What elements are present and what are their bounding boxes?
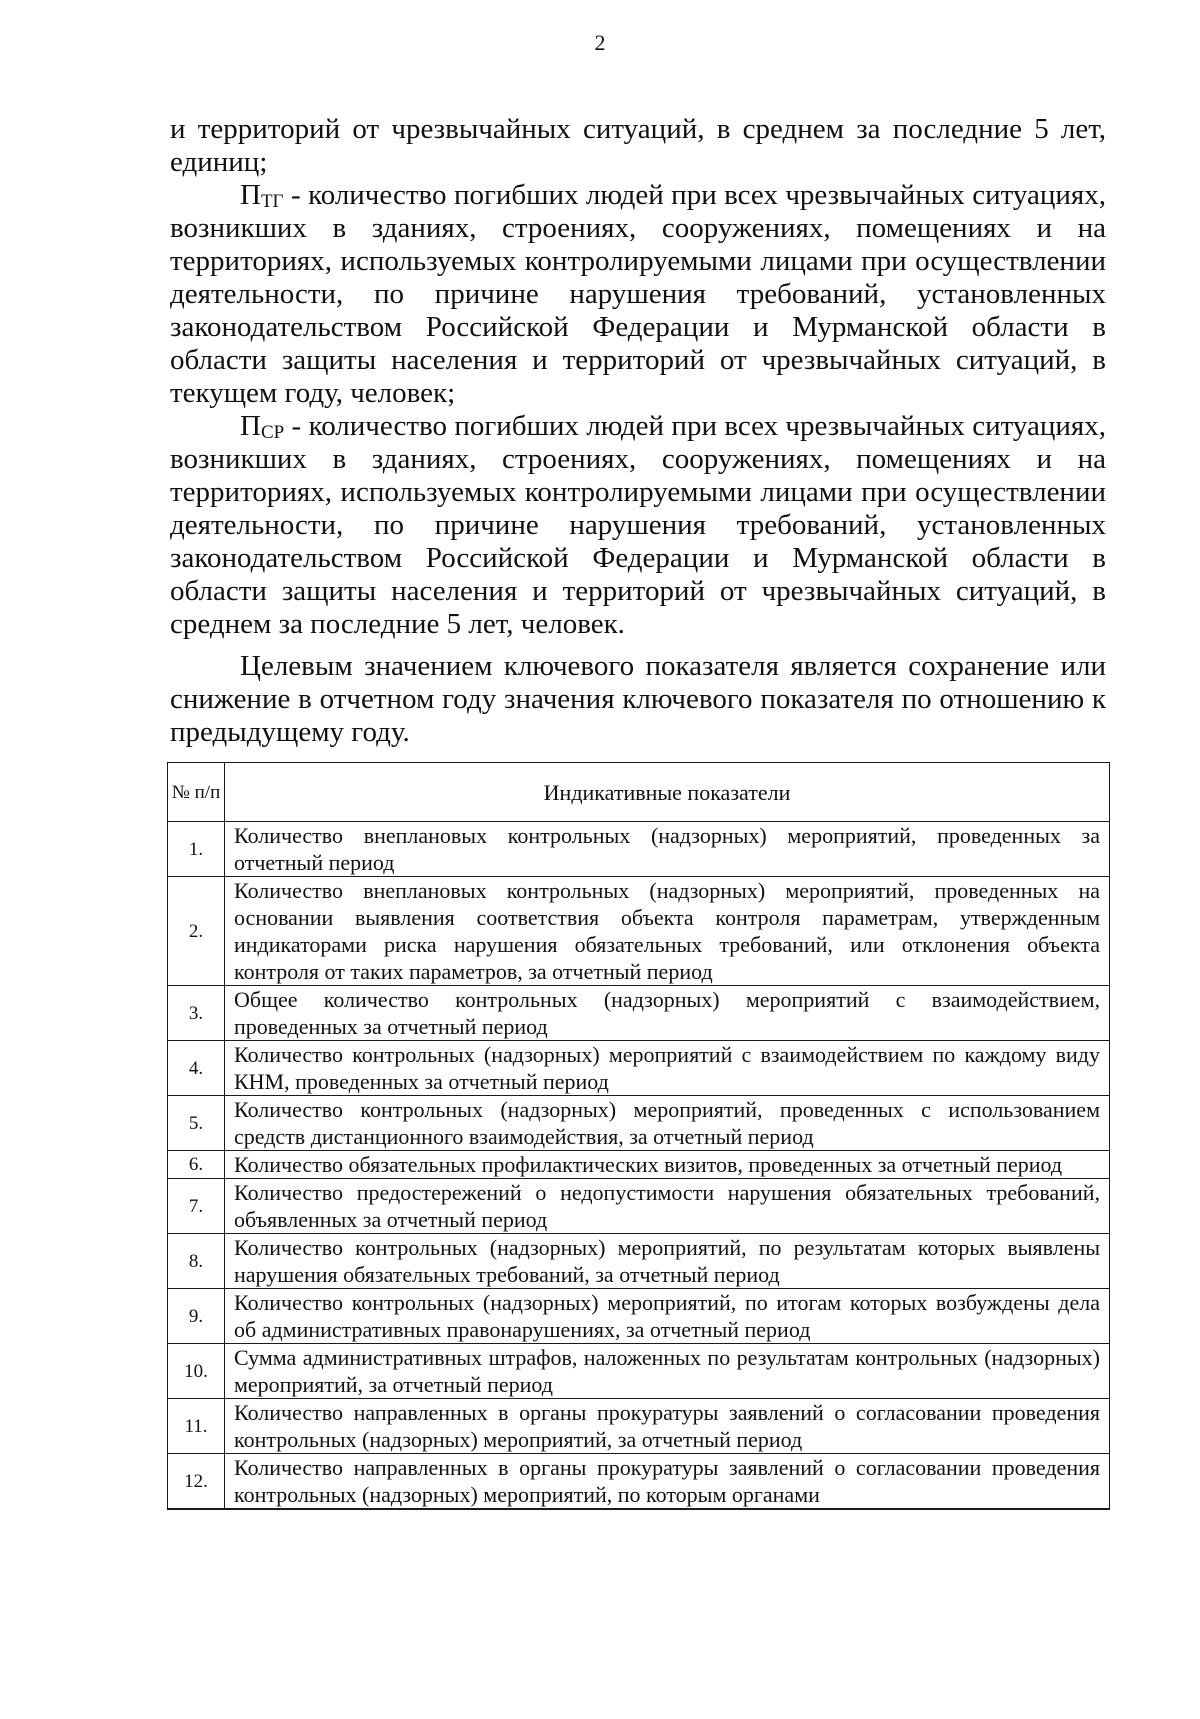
- ptg-symbol: П: [240, 179, 261, 211]
- row-indicator-text: Количество внеплановых контрольных (надзорных) мероприятий, проведенных на основании выявления соответствия объекта контроля параметрам, утвержденным индикаторами риска нарушения обязательных требований, или отклонения объекта контроля от таких параметров, за отчетный период: [225, 877, 1110, 986]
- row-number: 1.: [168, 822, 225, 877]
- psr-symbol: П: [240, 410, 261, 442]
- row-number: 9.: [168, 1289, 225, 1344]
- row-number: 5.: [168, 1096, 225, 1151]
- paragraph-target-value: Целевым значением ключевого показателя является сохранение или снижение в отчетном году значения ключевого показателя по отношению к предыдущему году.: [170, 650, 1106, 748]
- indicators-table-body: [168, 822, 1110, 1510]
- row-number: 11.: [168, 1399, 225, 1454]
- paragraph-continuation: и территорий от чрезвычайных ситуаций, в среднем за последние 5 лет, единиц;: [170, 113, 1106, 178]
- row-indicator-text: Количество предостережений о недопустимости нарушения обязательных требований, объявленных за отчетный период: [225, 1179, 1110, 1234]
- row-number: 7.: [168, 1179, 225, 1234]
- header-number: № п/п: [168, 763, 225, 822]
- row-indicator-text: Количество направленных в органы прокуратуры заявлений о согласовании проведения контрольных (надзорных) мероприятий, за отчетный период: [225, 1399, 1110, 1454]
- ptg-subscript: ТГ: [260, 191, 284, 212]
- row-indicator-text: Количество контрольных (надзорных) мероприятий, по результатам которых выявлены нарушения обязательных требований, за отчетный период: [225, 1234, 1110, 1289]
- header-indicators: Индикативные показатели: [225, 763, 1110, 822]
- table-row: [168, 986, 1110, 1041]
- indicators-table: [167, 762, 1110, 1510]
- table-row: [168, 822, 1110, 877]
- table-row: [168, 1234, 1110, 1289]
- row-indicator-text: Количество контрольных (надзорных) мероприятий, проведенных с использованием средств дистанционного взаимодействия, за отчетный период: [225, 1096, 1110, 1151]
- row-indicator-text: Количество обязательных профилактических визитов, проведенных за отчетный период: [225, 1151, 1110, 1179]
- table-row: [168, 1096, 1110, 1151]
- row-indicator-text: Количество внеплановых контрольных (надзорных) мероприятий, проведенных за отчетный период: [225, 822, 1110, 877]
- row-number: 12.: [168, 1454, 225, 1510]
- table-row: [168, 1399, 1110, 1454]
- table-row: [168, 1289, 1110, 1344]
- table-row: [168, 1344, 1110, 1399]
- table-row: [168, 1454, 1110, 1510]
- row-number: 10.: [168, 1344, 225, 1399]
- row-number: 2.: [168, 877, 225, 986]
- row-indicator-text: Количество контрольных (надзорных) мероприятий, по итогам которых возбуждены дела об административных правонарушениях, за отчетный период: [225, 1289, 1110, 1344]
- psr-text: - количество погибших людей при всех чрезвычайных ситуациях, возникших в зданиях, строениях, сооружениях, помещениях и на территориях, используемых контролируемыми лицами при осуществлении деятельности, по причине нарушения требований, установленных законодательством Российской Федерации и Мурманской области в области защиты населения и территорий от чрезвычайных ситуаций, в среднем за последние 5 лет, человек.: [170, 410, 1106, 640]
- table-row: [168, 1041, 1110, 1096]
- table-row: [168, 1179, 1110, 1234]
- row-number: 3.: [168, 986, 225, 1041]
- paragraph-ptg-definition: [170, 179, 1106, 410]
- row-indicator-text: Количество направленных в органы прокуратуры заявлений о согласовании проведения контрольных (надзорных) мероприятий, по которым органами: [225, 1454, 1110, 1510]
- table-row: [168, 877, 1110, 986]
- paragraph-psr-definition: [170, 410, 1106, 641]
- row-indicator-text: Количество контрольных (надзорных) мероприятий с взаимодействием по каждому виду КНМ, проведенных за отчетный период: [225, 1041, 1110, 1096]
- table-row: [168, 1151, 1110, 1179]
- body-text: [170, 113, 1106, 749]
- row-number: 8.: [168, 1234, 225, 1289]
- row-number: 4.: [168, 1041, 225, 1096]
- psr-subscript: СР: [260, 422, 285, 443]
- row-indicator-text: Сумма административных штрафов, наложенных по результатам контрольных (надзорных) мероприятий, за отчетный период: [225, 1344, 1110, 1399]
- table-header-row: [168, 763, 1110, 822]
- row-indicator-text: Общее количество контрольных (надзорных) мероприятий с взаимодействием, проведенных за отчетный период: [225, 986, 1110, 1041]
- ptg-text: - количество погибших людей при всех чрезвычайных ситуациях, возникших в зданиях, строениях, сооружениях, помещениях и на территориях, используемых контролируемыми лицами при осуществлении деятельности, по причине нарушения требований, установленных законодательством Российской Федерации и Мурманской области в области защиты населения и территорий от чрезвычайных ситуаций, в текущем году, человек;: [170, 179, 1106, 409]
- page-number: 2: [594, 30, 606, 55]
- row-number: 6.: [168, 1151, 225, 1179]
